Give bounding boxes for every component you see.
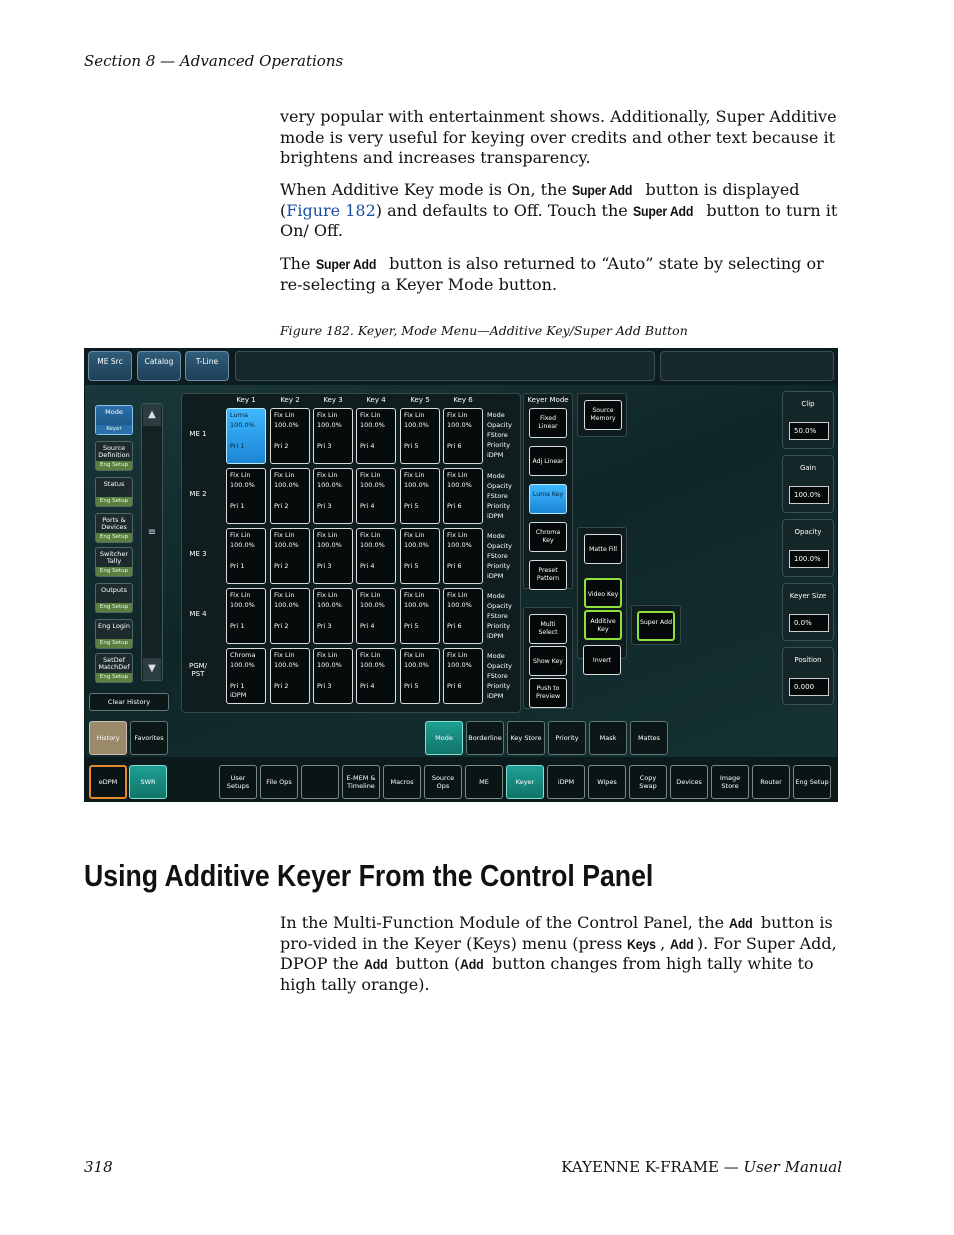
keyer-mode-panel: [523, 393, 573, 589]
me-label: PGM/ PST: [188, 662, 208, 678]
nav-button[interactable]: Eng Setup: [793, 765, 831, 799]
nav-button[interactable]: [301, 765, 339, 799]
nav-button[interactable]: Wipes: [588, 765, 626, 799]
nav-button[interactable]: Image Store: [711, 765, 749, 799]
keyer-size-control[interactable]: Keyer Size 0.0%: [782, 583, 834, 641]
super-add-ref: Super Add: [571, 182, 633, 198]
nav-button[interactable]: E-MEM & Timeline: [342, 765, 380, 799]
status-area: [235, 351, 655, 381]
mode-list: Mode Opacity FStore Priority iDPM: [487, 472, 513, 520]
nav-button[interactable]: Keyer: [506, 765, 544, 799]
page-number: 318: [84, 1158, 113, 1176]
favorites-button[interactable]: Favorites: [130, 721, 168, 755]
keyer-mode-title: Keyer Mode: [527, 396, 569, 404]
key-cell[interactable]: Luma 100.0% Pri 1: [226, 408, 266, 464]
tab-mode[interactable]: Mode: [425, 721, 463, 755]
super-add-button[interactable]: Super Add: [637, 611, 675, 641]
super-add-panel: [631, 605, 681, 645]
adj-linear-button[interactable]: Adj Linear: [529, 446, 567, 476]
luma-key-button[interactable]: Luma Key: [529, 484, 567, 514]
key-header: Key 1: [236, 396, 256, 404]
key-cell[interactable]: Fix Lin 100.0% Pri 3: [313, 468, 353, 524]
sidebar-scrollbar[interactable]: [141, 403, 163, 681]
key-cell[interactable]: Fix Lin 100.0% Pri 2: [270, 528, 310, 584]
me-label: ME 1: [189, 430, 207, 438]
top-bar: [85, 349, 837, 385]
key-cell[interactable]: Fix Lin 100.0% Pri 3: [313, 648, 353, 704]
push-to-preview-button[interactable]: Push to Preview: [529, 678, 567, 708]
clip-control[interactable]: Clip 50.0%: [782, 391, 834, 449]
sidebar-source-definition[interactable]: Source Definition Eng Setup: [95, 441, 133, 471]
sidebar-eng-login[interactable]: Eng Login Eng Setup: [95, 619, 133, 649]
keys-button-ref: Keys: [627, 935, 657, 952]
t-line-button[interactable]: T-Line: [185, 351, 229, 381]
sidebar-mode-keyer[interactable]: Mode Keyer: [95, 405, 133, 435]
nav-button[interactable]: User Setups: [219, 765, 257, 799]
key-cell[interactable]: Fix Lin 100.0% Pri 5: [400, 528, 440, 584]
additive-key-button[interactable]: Additive Key: [584, 610, 622, 640]
key-grid: [181, 393, 521, 713]
add-button-ref-4: Add: [460, 956, 484, 972]
swr-button[interactable]: SWR: [129, 765, 167, 799]
opacity-control[interactable]: Opacity 100.0%: [782, 519, 834, 577]
tab-mattes[interactable]: Mattes: [630, 721, 668, 755]
sidebar-status[interactable]: Status Eng Setup: [95, 477, 133, 507]
me-label: ME 3: [189, 550, 207, 558]
paragraph-auto-state: The Super Add button is also returned to “Auto” state by selecting or re-selecting a Keyer Mode button.: [280, 254, 824, 294]
source-memory-panel: [577, 393, 627, 437]
preset-pattern-button[interactable]: Preset Pattern: [529, 560, 567, 590]
sidebar-ports-devices[interactable]: Ports & Devices Eng Setup: [95, 513, 133, 543]
sidebar-switcher-tally[interactable]: Switcher Tally Eng Setup: [95, 547, 133, 577]
key-cell[interactable]: Fix Lin 100.0% Pri 5: [400, 588, 440, 644]
sidebar-setdef-matchdef[interactable]: SetDef MatchDef Eng Setup: [95, 653, 133, 683]
multi-select-button[interactable]: Multi Select: [529, 614, 567, 644]
mode-list: Mode Opacity FStore Priority iDPM: [487, 532, 513, 580]
key-cell[interactable]: Fix Lin 100.0% Pri 1: [226, 588, 266, 644]
key-cell[interactable]: Fix Lin 100.0% Pri 6: [443, 528, 483, 584]
key-cell[interactable]: Fix Lin 100.0% Pri 4: [356, 408, 396, 464]
nav-button[interactable]: Source Ops: [424, 765, 462, 799]
mode-list: Mode Opacity FStore Priority iDPM: [487, 411, 513, 459]
key-cell[interactable]: Fix Lin 100.0% Pri 6: [443, 648, 483, 704]
paragraph-super-add: When Additive Key mode is On, the Super Add button is displayed (Figure 182) and defaults to Off. Touch the Super Add button to turn it On/ Off.: [280, 180, 838, 240]
nav-button[interactable]: Macros: [383, 765, 421, 799]
key-cell[interactable]: Fix Lin 100.0% Pri 4: [356, 528, 396, 584]
tab-priority[interactable]: Priority: [548, 721, 586, 755]
key-cell[interactable]: Fix Lin 100.0% Pri 6: [443, 408, 483, 464]
tab-mask[interactable]: Mask: [589, 721, 627, 755]
section-title: Using Additive Keyer From the Control Panel: [84, 858, 654, 893]
super-add-ref-2: Super Add: [632, 202, 694, 219]
add-button-ref-3: Add: [363, 956, 388, 972]
clear-history-button[interactable]: Clear History: [89, 693, 169, 711]
scroll-up-icon[interactable]: ▲: [143, 404, 161, 426]
figure-link[interactable]: Figure 182: [286, 200, 376, 220]
key-header: Key 5: [410, 396, 430, 404]
source-memory-button[interactable]: Source Memory: [584, 400, 622, 430]
status-area-right: [660, 351, 834, 381]
nav-button[interactable]: Router: [752, 765, 790, 799]
key-cell[interactable]: Fix Lin 100.0% Pri 1: [226, 528, 266, 584]
add-button-ref-2: Add: [670, 935, 694, 952]
key-cell[interactable]: Fix Lin 100.0% Pri 3: [313, 528, 353, 584]
key-options-panel: [577, 527, 627, 659]
manual-title: KAYENNE K-FRAME — User Manual: [561, 1158, 842, 1176]
key-header: Key 2: [280, 396, 300, 404]
position-control[interactable]: Position 0.000: [782, 647, 834, 705]
mode-list: Mode Opacity FStore Priority iDPM: [487, 652, 513, 700]
key-cell[interactable]: Fix Lin 100.0% Pri 6: [443, 468, 483, 524]
key-header: Key 6: [453, 396, 473, 404]
video-key-button[interactable]: Video Key: [584, 578, 622, 608]
paragraph-intro: very popular with entertainment shows. Additionally, Super Additive mode is very useful for keying over credits and other text because it brightens and increases transparency.: [280, 107, 837, 167]
chroma-key-button[interactable]: Chroma Key: [529, 522, 567, 552]
key-cell[interactable]: Fix Lin 100.0% Pri 4: [356, 648, 396, 704]
nav-button[interactable]: Copy Swap: [629, 765, 667, 799]
key-cell[interactable]: Fix Lin 100.0% Pri 3: [313, 408, 353, 464]
nav-button[interactable]: iDPM: [547, 765, 585, 799]
add-button-ref: Add: [729, 915, 753, 931]
key-cell[interactable]: Fix Lin 100.0% Pri 4: [356, 588, 396, 644]
key-header: Key 4: [366, 396, 386, 404]
gain-control[interactable]: Gain 100.0%: [782, 455, 834, 513]
key-header: Key 3: [323, 396, 343, 404]
me-label: ME 4: [189, 610, 207, 618]
show-key-button[interactable]: Show Key: [529, 646, 567, 676]
key-cell[interactable]: Fix Lin 100.0% Pri 3: [313, 588, 353, 644]
matte-fill-button[interactable]: Matte Fill: [584, 534, 622, 564]
me-label: ME 2: [189, 490, 207, 498]
key-cell[interactable]: Fix Lin 100.0% Pri 2: [270, 408, 310, 464]
key-cell[interactable]: Fix Lin 100.0% Pri 1: [226, 468, 266, 524]
key-cell[interactable]: Fix Lin 100.0% Pri 2: [270, 468, 310, 524]
key-cell[interactable]: Fix Lin 100.0% Pri 5: [400, 648, 440, 704]
nav-button[interactable]: ME: [465, 765, 503, 799]
paragraph-control-panel: In the Multi-Function Module of the Control Panel, the Add button is pro-vided in the Keyer (Keys) menu (press Keys , Add ). For Super Add, DPOP the Add button (Add button changes from high tally white to high tally orange).: [280, 913, 837, 994]
me-src-button[interactable]: ME Src: [88, 351, 132, 381]
invert-panel: [577, 641, 627, 679]
tab-key-store[interactable]: Key Store: [507, 721, 545, 755]
key-cell[interactable]: Fix Lin 100.0% Pri 6: [443, 588, 483, 644]
key-cell[interactable]: Fix Lin 100.0% Pri 5: [400, 408, 440, 464]
key-cell[interactable]: Fix Lin 100.0% Pri 4: [356, 468, 396, 524]
running-header: Section 8 — Advanced Operations: [84, 52, 344, 70]
mode-list: Mode Opacity FStore Priority iDPM: [487, 592, 513, 640]
edpm-button[interactable]: eDPM: [89, 765, 127, 799]
key-cell[interactable]: Fix Lin 100.0% Pri 2: [270, 648, 310, 704]
key-cell[interactable]: Fix Lin 100.0% Pri 5: [400, 468, 440, 524]
nav-button[interactable]: Devices: [670, 765, 708, 799]
sidebar-outputs[interactable]: Outputs Eng Setup: [95, 583, 133, 613]
tab-borderline[interactable]: Borderline: [466, 721, 504, 755]
multi-select-panel: [523, 607, 573, 709]
keyer-mode-menu-screenshot: [84, 348, 838, 802]
fixed-linear-button[interactable]: Fixed Linear: [529, 408, 567, 438]
figure-caption: Figure 182. Keyer, Mode Menu—Additive Key/Super Add Button: [280, 323, 688, 338]
history-button[interactable]: History: [89, 721, 127, 755]
key-cell[interactable]: Chroma 100.0% Pri 1 iDPM: [226, 648, 266, 704]
super-add-ref-3: Super Add: [315, 256, 376, 272]
scroll-thumb-icon[interactable]: ≡: [147, 527, 157, 538]
catalog-button[interactable]: Catalog: [137, 351, 181, 381]
invert-button[interactable]: Invert: [583, 645, 621, 675]
key-cell[interactable]: Fix Lin 100.0% Pri 2: [270, 588, 310, 644]
scroll-down-icon[interactable]: ▼: [143, 658, 161, 680]
nav-button[interactable]: File Ops: [260, 765, 298, 799]
